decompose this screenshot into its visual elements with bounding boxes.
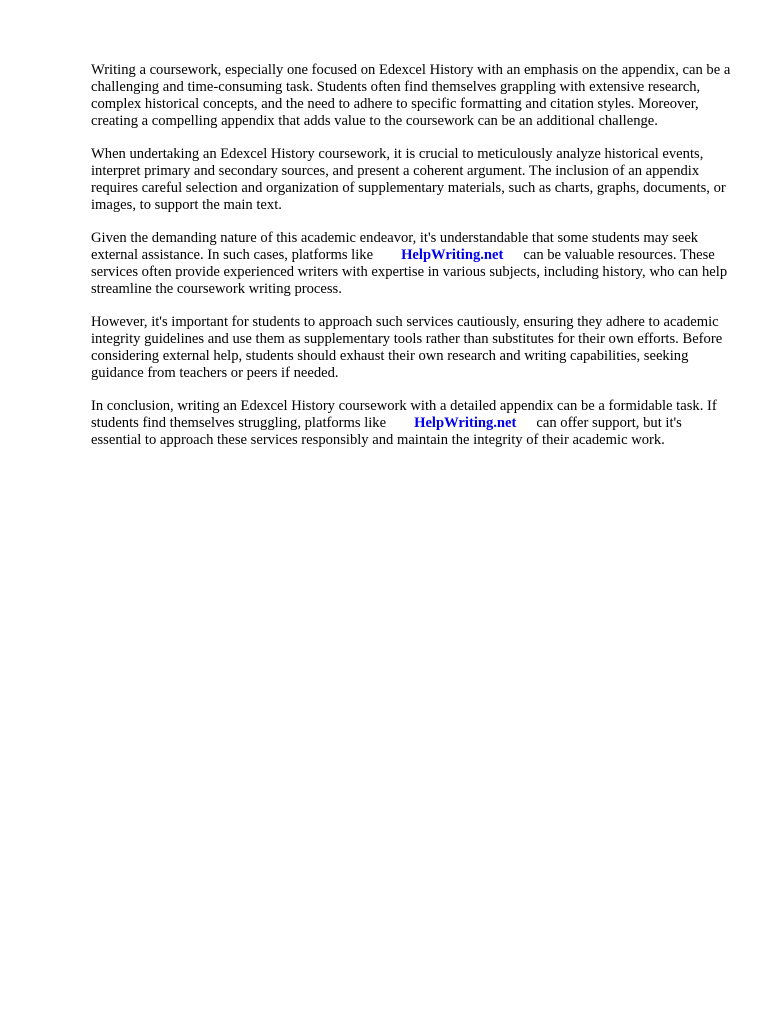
paragraph-undertaking: When undertaking an Edexcel History coursework, it is crucial to meticulously analyze historical events, interpret primary and secondary sources, and present a coherent argument. The inclusion of an appendix requires careful selection and organization of supplementary materials, such as charts, graphs, documents, or images, to support the main text. [91, 146, 726, 213]
paragraph-assistance [91, 230, 731, 298]
helpwriting-link-conclusion[interactable]: HelpWriting.net [414, 415, 517, 431]
document-body [91, 62, 731, 465]
helpwriting-link[interactable]: HelpWriting.net [401, 247, 504, 263]
paragraph-conclusion-text-after: can offer support, but it's essential to approach these services responsibly and maintain the integrity of their academic work. [91, 415, 682, 448]
paragraph-intro: Writing a coursework, especially one focused on Edexcel History with an emphasis on the appendix, can be a challenging and time-consuming task. Students often find themselves grappling with extensive research, complex historical concepts, and the need to adhere to specific formatting and citation styles. Moreover, creating a compelling appendix that adds value to the coursework can be an additional challenge. [91, 62, 731, 129]
paragraph-assistance-text-after: can be valuable resources. These services often provide experienced writers with expertise in various subjects, including history, who can help streamline the coursework writing process. [91, 247, 728, 297]
paragraph-assistance-text-before: Given the demanding nature of this academic endeavor, it's understandable that some students may seek external assistance. In such cases, platforms like [91, 230, 699, 263]
paragraph-conclusion [91, 398, 731, 449]
paragraph-conclusion-text-before: In conclusion, writing an Edexcel History coursework with a detailed appendix can be a formidable task. If students find themselves struggling, platforms like [91, 398, 717, 431]
paragraph-caution: However, it's important for students to approach such services cautiously, ensuring they adhere to academic integrity guidelines and use them as supplementary tools rather than substitutes for their own efforts. Before considering external help, students should exhaust their own research and writing capabilities, seeking guidance from teachers or peers if needed. [91, 314, 723, 381]
